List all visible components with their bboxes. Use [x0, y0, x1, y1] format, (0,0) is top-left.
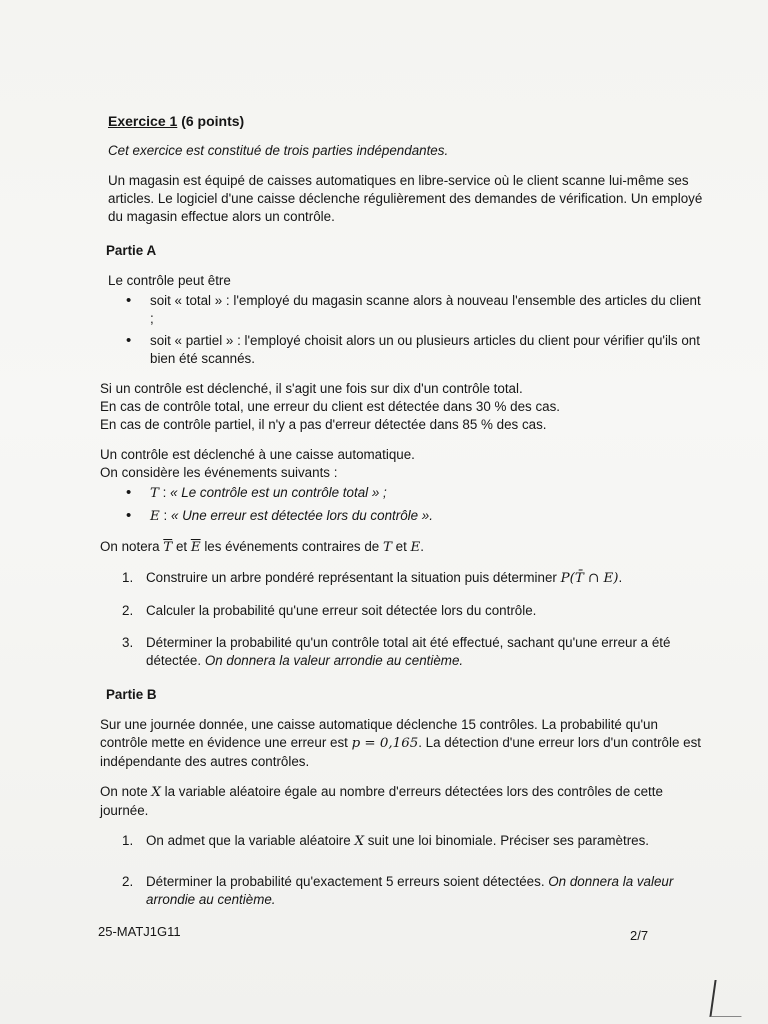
- question-number: 3.: [122, 635, 134, 650]
- part-a-questions: [122, 569, 708, 670]
- exercise-title: [108, 112, 708, 130]
- variable-x: X: [151, 785, 161, 800]
- symbol-t: T: [382, 540, 392, 555]
- question-text: Déterminer la probabilité qu'un contrôle total ait été effectué, sachant qu'une erreur a été détectée.: [146, 635, 671, 668]
- text-span: .: [420, 539, 425, 554]
- fact-line: Si un contrôle est déclenché, il s'agit une fois sur dix d'un contrôle total.: [100, 381, 523, 396]
- exercise-intro: Cet exercice est constitué de trois parties indépendantes.: [108, 143, 449, 158]
- complement-e: $\overline{E}$: [190, 540, 201, 555]
- text-span: Sur une journée donnée, une caisse automatique déclenche 15 contrôles. La probabilité qu'un contrôle mette en évidence une erreur est: [100, 717, 658, 750]
- page-content: [100, 112, 708, 923]
- page-corner-mark: [709, 980, 746, 1017]
- question-italic: On donnera la valeur arrondie au centième.: [146, 874, 674, 907]
- text-span: . La détection d'une erreur lors d'un contrôle est indépendante des autres contrôles.: [100, 735, 702, 769]
- part-a-heading: Partie A: [106, 243, 157, 258]
- event-separator: :: [158, 485, 171, 500]
- event-symbol: E: [150, 509, 160, 524]
- text-span: les événements contraires de: [200, 539, 383, 554]
- event-symbol: T: [150, 486, 159, 501]
- fact-line: En cas de contrôle total, une erreur du client est détectée dans 30 % des cas.: [100, 399, 561, 414]
- question-math: P(T̄ ∩ E): [560, 571, 619, 586]
- symbol-e: E: [410, 540, 421, 555]
- part-b-heading: Partie B: [106, 687, 157, 702]
- exercise-points: (6 points): [181, 113, 245, 129]
- question-item: [122, 569, 708, 588]
- list-item: • soit « partiel » : l'employé choisit alors un ou plusieurs articles du client pour vérifier qu'ils ont bien été scannés.: [124, 332, 708, 368]
- question-text: Calculer la probabilité qu'une erreur soit détectée lors du contrôle.: [146, 603, 537, 618]
- question-item: [122, 602, 708, 620]
- part-b-paragraph-1: [100, 716, 708, 771]
- part-b-paragraph-2: [100, 783, 708, 820]
- context-paragraph: Un magasin est équipé de caisses automatiques en libre-service où le client scanne lui-même ses articles. Le logiciel d'une caisse déclenche régulièrement des demandes de vérification. Un employé du magasin effectue alors un contrôle.: [108, 173, 703, 224]
- question-math: X: [354, 834, 364, 849]
- text-span: et: [172, 539, 191, 554]
- setup-paragraph: [100, 446, 708, 482]
- text-span: et: [391, 539, 411, 554]
- list-item: • soit « total » : l'employé du magasin scanne alors à nouveau l'ensemble des articles du client ;: [124, 292, 708, 328]
- notation-paragraph: [100, 538, 708, 557]
- events-list: [124, 484, 708, 526]
- part-b-questions: [122, 832, 708, 909]
- question-item: [122, 873, 708, 909]
- question-item: [122, 832, 708, 851]
- question-number: 2.: [122, 874, 134, 889]
- event-description: « Une erreur est détectée lors du contrôle ».: [170, 508, 433, 523]
- question-tail: .: [618, 570, 623, 585]
- question-text: On admet que la variable aléatoire: [146, 833, 355, 848]
- setup-line: Un contrôle est déclenché à une caisse automatique.: [100, 447, 415, 462]
- question-number: 1.: [122, 833, 134, 848]
- question-text: Déterminer la probabilité qu'exactement 5 erreurs soient détectées.: [146, 874, 545, 889]
- exercise-title-text: Exercice 1: [108, 113, 178, 129]
- event-description: « Le contrôle est un contrôle total » ;: [170, 485, 387, 500]
- question-number: 1.: [122, 570, 134, 585]
- fact-line: En cas de contrôle partiel, il n'y a pas d'erreur détectée dans 85 % des cas.: [100, 417, 547, 432]
- question-text: Construire un arbre pondéré représentant la situation puis déterminer: [146, 570, 561, 585]
- text-span: On note: [100, 784, 152, 799]
- list-item: [124, 507, 708, 526]
- text-span: On notera: [100, 539, 164, 554]
- question-number: 2.: [122, 603, 134, 618]
- list-item: [124, 484, 708, 503]
- event-separator: :: [159, 508, 171, 523]
- question-italic: On donnera la valeur arrondie au centième.: [201, 653, 464, 668]
- question-tail: suit une loi binomiale. Préciser ses paramètres.: [363, 833, 650, 848]
- setup-line: On considère les événements suivants :: [100, 465, 338, 480]
- part-a-lead: Le contrôle peut être: [108, 273, 231, 288]
- exam-code: 25-MATJ1G11: [98, 924, 181, 939]
- text-span: la variable aléatoire égale au nombre d'erreurs détectées lors des contrôles de cette journée.: [100, 784, 663, 818]
- facts-paragraph: [100, 380, 708, 434]
- question-item: [122, 634, 708, 670]
- control-types-list: [124, 292, 708, 368]
- page-number: 2/7: [630, 928, 649, 943]
- probability-p: p = 0,165: [351, 736, 419, 751]
- complement-t: $\overline{T}$: [163, 540, 173, 555]
